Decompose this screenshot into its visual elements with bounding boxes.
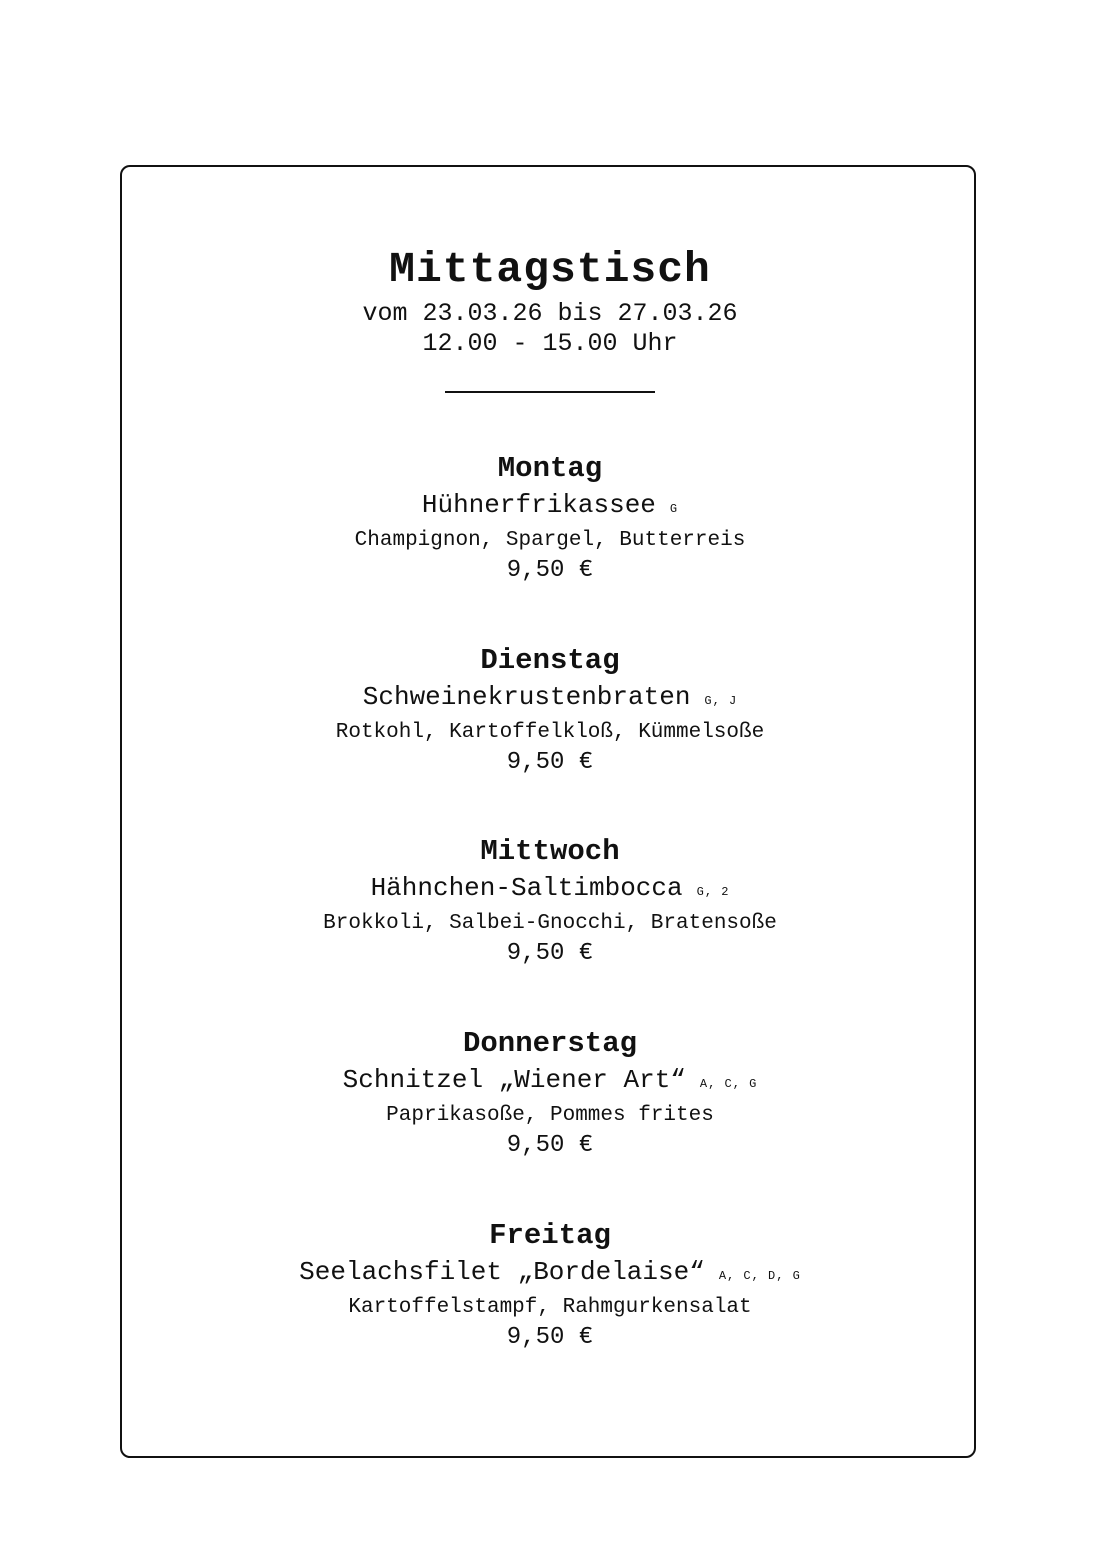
dish-name: Schnitzel „Wiener Art“ (342, 1065, 686, 1095)
dish-name: Hühnerfrikassee (421, 490, 656, 520)
price: 9,50 € (506, 749, 594, 776)
menu-title: Mittagstisch (389, 245, 711, 294)
side-dishes: Champignon, Spargel, Butterreis (354, 529, 746, 552)
day-name: Donnerstag (462, 1027, 638, 1060)
price: 9,50 € (506, 557, 594, 584)
allergen-codes: A, C, G (699, 1077, 758, 1091)
allergen-codes: G, 2 (696, 885, 730, 899)
allergen-codes: G, J (704, 694, 738, 708)
dish-line (0, 1062, 1100, 1102)
dish-line (0, 487, 1100, 527)
dish-line (0, 1254, 1100, 1294)
dish-line (0, 870, 1100, 910)
day-section-tuesday (0, 643, 1100, 779)
price: 9,50 € (506, 940, 594, 967)
allergen-codes: A, C, D, G (718, 1269, 801, 1283)
day-name: Mittwoch (480, 835, 620, 868)
price: 9,50 € (506, 1324, 594, 1351)
day-section-thursday (0, 1026, 1100, 1162)
day-name: Montag (497, 452, 603, 485)
side-dishes: Rotkohl, Kartoffelkloß, Kümmelsoße (335, 721, 765, 744)
side-dishes: Kartoffelstampf, Rahmgurkensalat (348, 1296, 752, 1319)
dish-name: Hähnchen-Saltimbocca (370, 873, 683, 903)
price: 9,50 € (506, 1132, 594, 1159)
day-name: Dienstag (480, 644, 620, 677)
side-dishes: Brokkoli, Salbei-Gnocchi, Bratensoße (323, 912, 777, 935)
dish-name: Schweinekrustenbraten (362, 682, 691, 712)
dish-name: Seelachsfilet „Bordelaise“ (299, 1257, 705, 1287)
day-section-wednesday (0, 834, 1100, 970)
allergen-codes: G (669, 502, 679, 516)
opening-hours: 12.00 - 15.00 Uhr (422, 329, 678, 358)
day-section-monday (0, 451, 1100, 587)
day-section-friday (0, 1218, 1100, 1354)
side-dishes: Paprikasoße, Pommes frites (386, 1104, 714, 1127)
title-divider (445, 391, 655, 393)
date-range: vom 23.03.26 bis 27.03.26 (362, 299, 738, 328)
dish-line (0, 679, 1100, 719)
day-name: Freitag (489, 1219, 611, 1252)
